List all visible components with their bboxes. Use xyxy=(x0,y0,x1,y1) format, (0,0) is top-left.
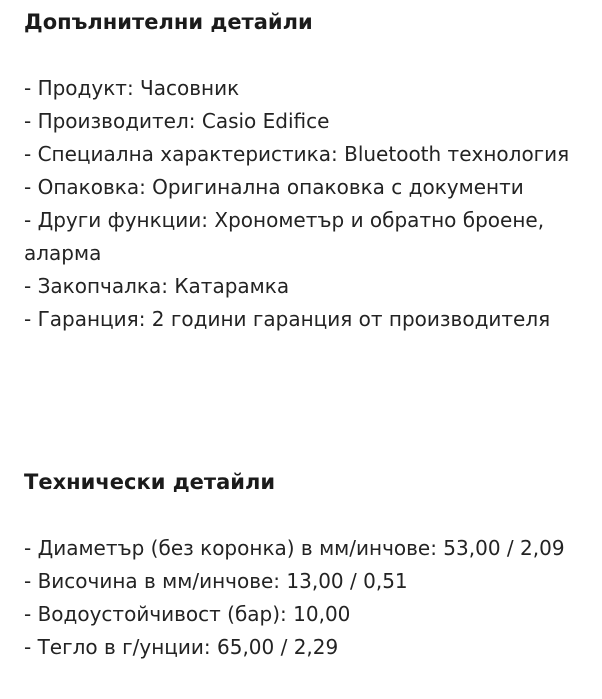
technical-details-list xyxy=(24,532,572,664)
list-item: - Диаметър (без коронка) в мм/инчове: 53,00 / 2,09 xyxy=(24,536,565,560)
list-item: - Височина в мм/инчове: 13,00 / 0,51 xyxy=(24,569,408,593)
list-item: - Гаранция: 2 години гаранция от производителя xyxy=(24,307,551,331)
list-item: - Продукт: Часовник xyxy=(24,76,240,100)
list-item: - Специална характеристика: Bluetooth технология xyxy=(24,142,570,166)
additional-details-heading: Допълнителни детайли xyxy=(24,10,313,34)
list-item: - Закопчалка: Катарамка xyxy=(24,274,290,298)
additional-details-list xyxy=(24,72,572,336)
list-item: - Производител: Casio Edifice xyxy=(24,109,330,133)
list-item: - Тегло в г/унции: 65,00 / 2,29 xyxy=(24,635,339,659)
list-item: - Опаковка: Оригинална опаковка с документи xyxy=(24,175,524,199)
list-item: - Водоустойчивост (бар): 10,00 xyxy=(24,602,351,626)
technical-details-heading: Технически детайли xyxy=(24,470,276,494)
list-item: - Други функции: Хронометър и обратно броене, аларма xyxy=(24,208,545,265)
